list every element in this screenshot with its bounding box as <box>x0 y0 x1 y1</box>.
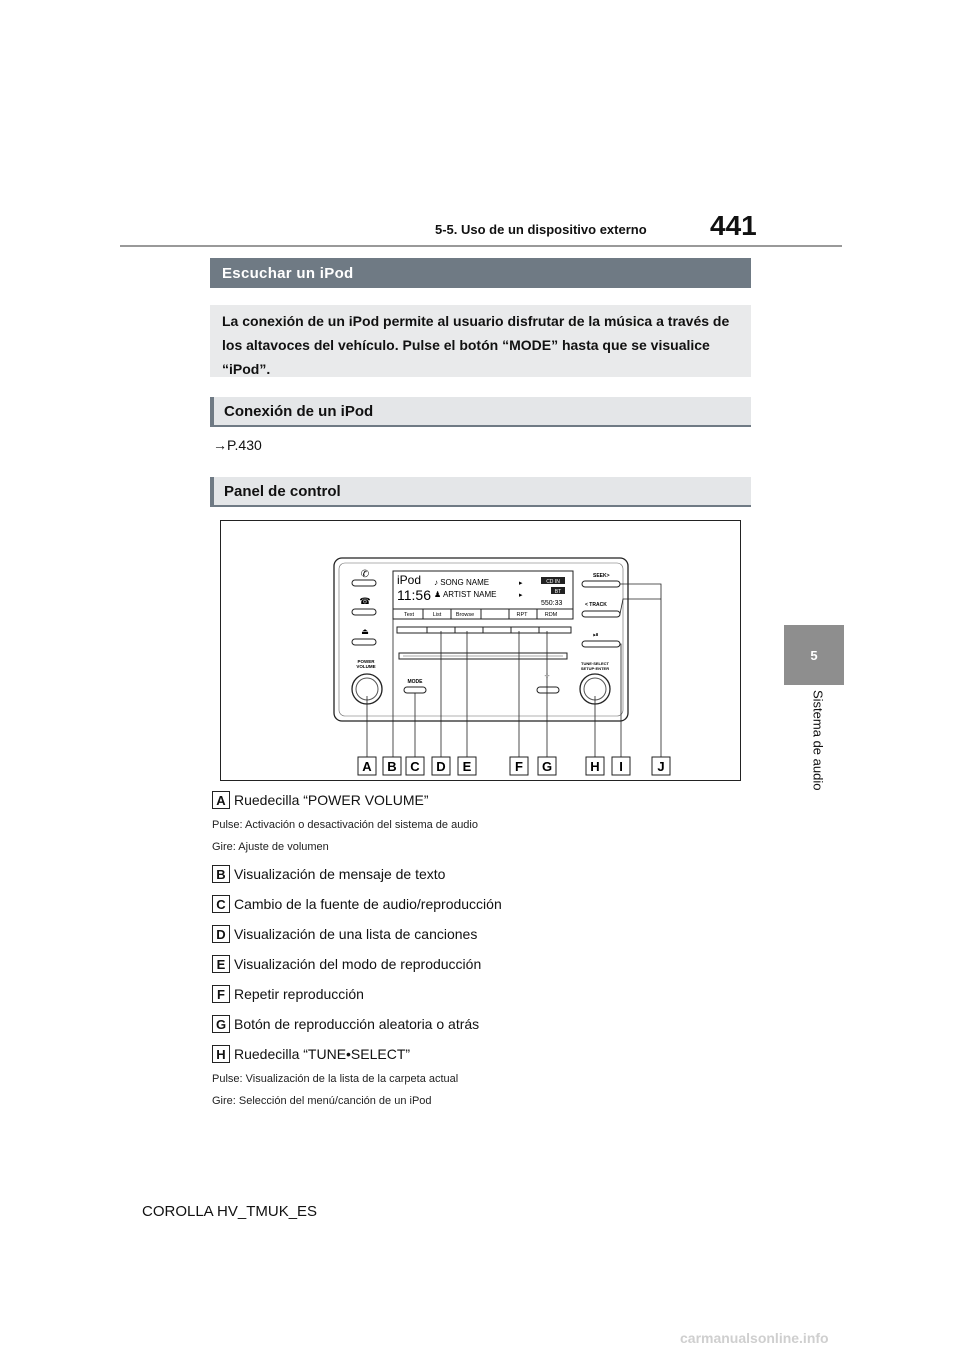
soft-key-text: Text <box>403 612 415 618</box>
note-text: Gire: Ajuste de volumen <box>212 841 329 853</box>
list-item: C Cambio de la fuente de audio/reproducción <box>212 894 502 914</box>
phone-button <box>352 580 376 586</box>
callout-a: A <box>362 759 372 774</box>
header-rule <box>120 245 842 247</box>
callout-g: G <box>541 759 553 774</box>
item-badge: C <box>212 895 230 913</box>
soft-key-rdm: RDM <box>544 612 558 618</box>
soft-key-rpt: RPT <box>516 612 528 618</box>
mode-label: MODE <box>407 679 423 685</box>
callout-d: D <box>436 759 446 774</box>
soft-key-list: List <box>432 612 442 618</box>
list-item: H Ruedecilla “TUNE•SELECT” <box>212 1044 410 1064</box>
artist-name: ♟ ARTIST NAME <box>434 590 497 599</box>
callout-b: B <box>387 759 397 774</box>
callout-e: E <box>462 759 472 774</box>
cd-indicator: CD IN <box>546 579 560 585</box>
item-badge: H <box>212 1045 230 1063</box>
section-header: 5-5. Uso de un dispositivo externo <box>435 222 647 237</box>
page-number: 441 <box>710 210 757 241</box>
footer-watermark: carmanualsonline.info <box>680 1330 829 1346</box>
section-title: Escuchar un iPod <box>210 258 751 288</box>
callout-i: I <box>619 759 623 774</box>
item-badge: A <box>212 791 230 809</box>
track-button <box>582 611 620 617</box>
source-label: iPod <box>397 573 422 587</box>
callout-c: C <box>410 759 420 774</box>
list-item: G Botón de reproducción aleatoria o atrás <box>212 1014 479 1034</box>
item-badge: F <box>212 985 230 1003</box>
chapter-title: Sistema de audio <box>810 690 826 791</box>
chapter-tab: 5 <box>784 625 844 685</box>
item-badge: B <box>212 865 230 883</box>
play-pause-button <box>582 641 620 647</box>
mode-button <box>404 687 426 693</box>
item-badge: G <box>212 1015 230 1033</box>
soft-key-browse: Browse <box>455 612 475 618</box>
svg-text:⁘: ⁘ <box>543 671 551 681</box>
aux-button <box>537 687 559 693</box>
list-item: E Visualización del modo de reproducción <box>212 954 481 974</box>
song-name: ♪ SONG NAME <box>434 578 490 587</box>
subheading-conexion: Conexión de un iPod <box>210 397 751 427</box>
callout-h: H <box>590 759 600 774</box>
list-item: D Visualización de una lista de canciones <box>212 924 477 944</box>
note-text: Pulse: Activación o desactivación del sistema de audio <box>212 819 478 831</box>
soft-key-buttons <box>397 627 571 633</box>
seek-button <box>582 581 620 587</box>
eject-icon: ⏏ <box>361 627 369 636</box>
callout-f: F <box>515 759 523 774</box>
item-badge: E <box>212 955 230 973</box>
control-panel-figure <box>220 520 741 781</box>
page-reference-link[interactable]: →P.430 <box>213 437 262 453</box>
subheading-panel: Panel de control <box>210 477 751 507</box>
note-text: Gire: Selección del menú/canción de un iPod <box>212 1095 432 1107</box>
tune-select-label: TUNE·SELECT SETUP·ENTER <box>580 661 610 671</box>
phone-icon: ✆ <box>360 569 370 580</box>
power-volume-label: POWER VOLUME <box>356 659 376 669</box>
eject-button <box>352 639 376 645</box>
seek-label: SEEK> <box>593 573 610 579</box>
bt-indicator: BT <box>554 589 562 595</box>
svg-text:▸: ▸ <box>519 580 523 587</box>
counter-label: 550:33 <box>541 600 563 607</box>
item-badge: D <box>212 925 230 943</box>
hangup-button <box>352 609 376 615</box>
list-item: A Ruedecilla “POWER VOLUME” <box>212 790 429 810</box>
footer-model: COROLLA HV_TMUK_ES <box>142 1203 318 1220</box>
callout-j: J <box>657 759 665 774</box>
intro-box: La conexión de un iPod permite al usuario disfrutar de la música a través de los altavoces del vehículo. Pulse el botón “MODE” hasta que se visualice “iPod”. <box>210 305 751 377</box>
time-label: 11:56 <box>397 587 431 603</box>
list-item: F Repetir reproducción <box>212 984 364 1004</box>
svg-text:▸: ▸ <box>519 592 523 599</box>
track-label: < TRACK <box>585 602 607 608</box>
hangup-icon: ☎ <box>359 596 371 606</box>
play-pause-icon: ⏯ <box>593 632 599 639</box>
note-text: Pulse: Visualización de la lista de la carpeta actual <box>212 1073 459 1085</box>
list-item: B Visualización de mensaje de texto <box>212 864 445 884</box>
